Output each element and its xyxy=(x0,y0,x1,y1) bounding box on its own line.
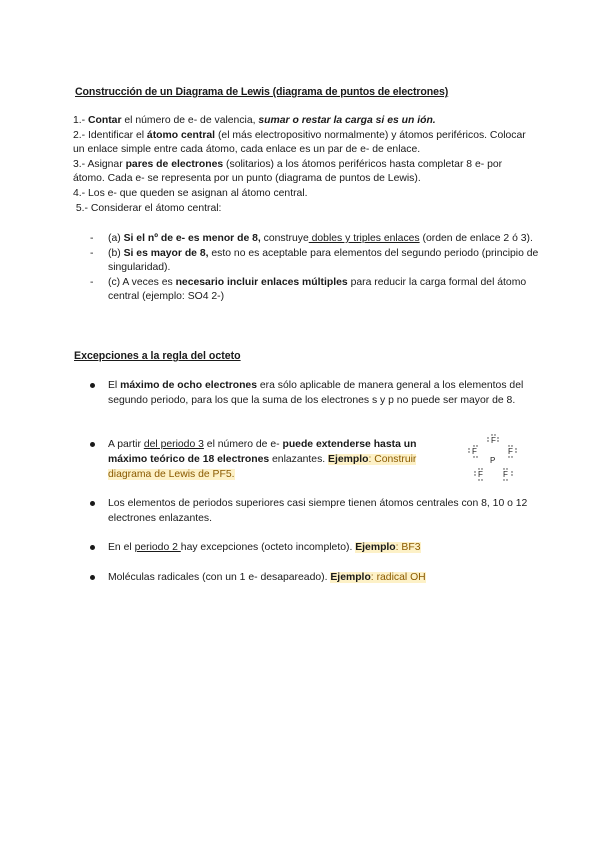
sub-a-prefix: (a) xyxy=(108,233,124,244)
step-4: 4.- Los e- que queden se asignan al átomo central. xyxy=(73,187,308,199)
step-5: 5.- Considerar el átomo central: xyxy=(73,202,222,214)
exception-2-bold: puede extenderse hasta un máximo teórico de 18 electrones xyxy=(108,439,417,465)
exception-2-example-label: Ejemplo xyxy=(328,454,369,465)
exception-1-text: era sólo aplicable de manera general a los elementos del segundo periodo, para los que la suma de los electrones s y p no puede ser mayor de 8. xyxy=(108,380,524,406)
step-3-text: (solitarios) a los átomos periféricos hasta completar 8 e- por átomo. Cada e- se representa por un punto (diagrama de puntos de Lewis). xyxy=(73,158,503,185)
exception-4-example-label: Ejemplo xyxy=(355,542,396,553)
exception-item-2 xyxy=(90,437,458,482)
sub-c-text: para reducir la carga formal del átomo central (ejemplo: SO4 2-) xyxy=(108,276,527,303)
step-1-bold: Contar xyxy=(88,115,122,126)
sub-item-c xyxy=(90,276,540,305)
step-3 xyxy=(73,158,533,187)
step-3-bold: pares de electrones xyxy=(125,158,224,170)
lewis-f-top: F xyxy=(491,436,496,445)
exception-4-text: hay excepciones (octeto incompleto). xyxy=(180,542,356,553)
step-2-bold: átomo central xyxy=(146,129,216,141)
exception-item-3 xyxy=(90,496,538,526)
dash-marker: - xyxy=(90,276,94,288)
bullet-dot xyxy=(90,383,95,388)
exception-2-underlined: del periodo 3 xyxy=(143,439,204,450)
lewis-f-bottom-left: F xyxy=(478,470,483,479)
step-2 xyxy=(73,129,533,158)
exception-2-example-text: : Construir diagrama de Lewis de PF5. xyxy=(108,454,417,480)
exception-5-text: Moléculas radicales (con un 1 e- desapareado). xyxy=(108,572,331,583)
exception-5-example-text: : radical OH xyxy=(370,572,426,583)
step-2-text: (el más electropositivo normalmente) y átomos periféricos. Colocar un enlace simple entre cada átomo, cada enlace es un par de e- de enlace. xyxy=(73,129,526,156)
dash-marker: - xyxy=(90,233,94,244)
sub-a-bold: Si el nº de e- es menor de 8, xyxy=(123,233,261,244)
step-1-number: 1.- xyxy=(73,115,89,126)
exception-item-1 xyxy=(90,378,528,408)
sub-b-text: esto no es aceptable para elementos del segundo periodo (principio de singularidad). xyxy=(108,247,539,274)
step-1-text: el número de e- de valencia, xyxy=(121,115,259,126)
bullet-dot xyxy=(90,545,95,550)
step-1 xyxy=(73,114,533,129)
step-1-emphasis: sumar o restar la carga si es un ión. xyxy=(258,115,436,126)
page-title: Construcción de un Diagrama de Lewis (diagrama de puntos de electrones) xyxy=(75,86,449,98)
lewis-f-right: F xyxy=(508,447,513,456)
sub-c-bold: necesario incluir enlaces múltiples xyxy=(175,276,348,288)
exception-2-prefix: A partir xyxy=(108,439,144,450)
sub-b-prefix: (b) xyxy=(108,247,124,259)
exceptions-title: Excepciones a la regla del octeto xyxy=(74,350,241,362)
bullet-dot xyxy=(90,442,95,447)
dash-marker: - xyxy=(90,247,94,259)
sub-c-prefix: (c) A veces es xyxy=(108,276,176,288)
exception-4-underlined: periodo 2 xyxy=(134,542,181,553)
exception-4-example-text: : BF3 xyxy=(395,542,421,553)
sub-b-bold: Si es mayor de 8, xyxy=(123,247,209,259)
lewis-p-center: P xyxy=(490,456,496,465)
bullet-dot xyxy=(90,575,95,580)
step-3-prefix: 3.- Asignar xyxy=(73,158,126,170)
step-5-sublist xyxy=(90,232,540,305)
steps-list xyxy=(73,114,533,216)
sub-a-text-end: (orden de enlace 2 ó 3). xyxy=(419,233,533,244)
exception-5-example-label: Ejemplo xyxy=(330,572,371,583)
lewis-f-left: F xyxy=(472,447,477,456)
exception-4-prefix: En el xyxy=(108,542,135,553)
exception-2-text: el número de e- xyxy=(203,439,283,450)
exception-1-bold: máximo de ocho electrones xyxy=(120,380,257,391)
exception-3-text: Los elementos de periodos superiores casi siempre tienen átomos centrales con 8, 10 o 12 electrones enlazantes. xyxy=(108,498,528,524)
sub-a-underlined: dobles y triples enlaces xyxy=(308,233,420,244)
lewis-f-bottom-right: F xyxy=(503,470,508,479)
bullet-dot xyxy=(90,501,95,506)
pf5-lewis-diagram xyxy=(466,433,522,485)
sub-item-b xyxy=(90,247,540,276)
step-2-prefix: 2.- Identificar el xyxy=(73,129,147,141)
exception-2-text-2: enlazantes. xyxy=(269,454,329,465)
exception-item-5 xyxy=(90,570,538,585)
exception-item-4 xyxy=(90,540,538,555)
sub-item-a xyxy=(90,232,540,247)
sub-a-text: construye xyxy=(260,233,309,244)
exception-1-prefix: El xyxy=(108,380,121,391)
